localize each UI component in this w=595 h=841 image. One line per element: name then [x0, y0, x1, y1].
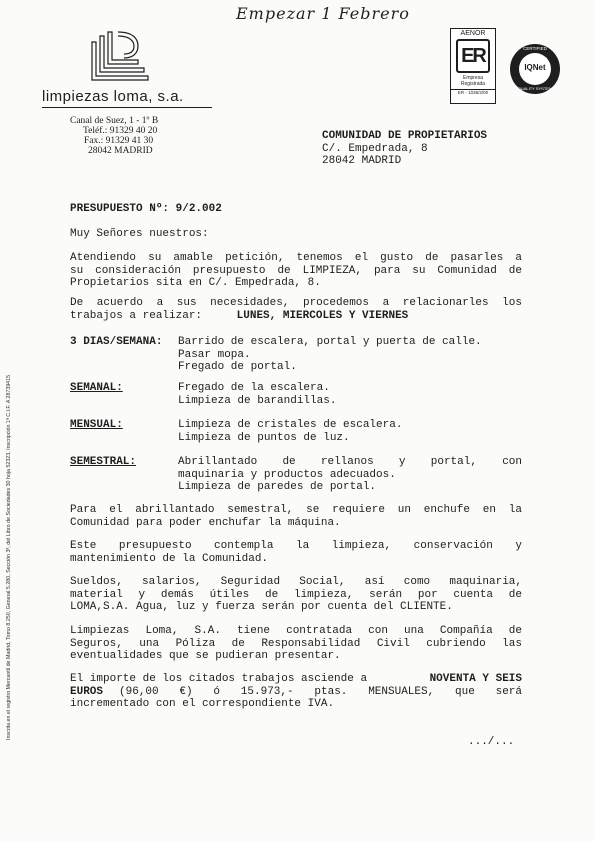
importe-line-2 — [70, 686, 522, 699]
importe-amount-words: NOVENTA Y SEIS — [429, 673, 522, 685]
needs-days: LUNES, MIERCOLES Y VIERNES — [236, 309, 409, 322]
importe-line-1 — [70, 673, 522, 686]
address-phone: Teléf.: 91329 40 20 — [83, 126, 158, 136]
quality-system-label: QUALITY SYSTEM — [517, 86, 553, 91]
abrillantado-line-1: Para el abrillantado semestral, se requiere un enchufe en la — [70, 504, 522, 516]
needs-line-2-prefix: trabajos a realizar: — [70, 309, 203, 322]
contempla-line-2: mantenimiento de la Comunidad. — [70, 552, 269, 565]
task: Fregado de portal. — [178, 361, 297, 373]
service-tasks-semestral — [178, 456, 522, 494]
iqnet-label: IQNet — [524, 63, 546, 72]
service-label-3dias: 3 DIAS/SEMANA: — [70, 336, 163, 348]
task: Barrido de escalera, portal y puerta de calle. — [178, 336, 482, 348]
abrillantado-line-2: Comunidad para poder enchufar la máquina. — [70, 516, 341, 529]
task: Limpieza de cristales de escalera. — [178, 419, 403, 431]
paragraph-intro — [70, 252, 522, 290]
er-mark — [456, 39, 490, 73]
er-icon: ER — [461, 45, 485, 67]
aenor-badge — [450, 28, 496, 104]
company-address — [70, 116, 158, 156]
task: Limpieza de barandillas. — [178, 394, 337, 407]
service-label-mensual: MENSUAL: — [70, 419, 123, 431]
seguro-line-2: Seguros, una Póliza de Responsabilidad Civil cubriendo las — [70, 637, 522, 650]
importe-line-3: incrementado con el correspondiente IVA. — [70, 698, 335, 710]
budget-reference: PRESUPUESTO Nº: 9/2.002 — [70, 203, 222, 215]
service-tasks-semanal — [178, 382, 336, 407]
importe-euros: EUROS — [70, 685, 104, 698]
sueldos-line-2: material y demás útiles de limpieza, serán por cuenta de — [70, 588, 522, 601]
paragraph-contempla — [70, 540, 522, 565]
needs-line-2 — [70, 310, 522, 323]
task: Fregado de la escalera. — [178, 382, 330, 394]
recipient-name: COMUNIDAD DE PROPIETARIOS — [322, 130, 488, 142]
company-name-underline — [42, 107, 212, 108]
paragraph-needs — [70, 297, 522, 322]
service-tasks-mensual — [178, 419, 402, 444]
task: Abrillantado de rellanos y portal, con — [178, 456, 522, 468]
task: Limpieza de puntos de luz. — [178, 431, 350, 444]
importe-line-2-rest: (96,00 €) ó 15.973,- ptas. MENSUALES, que será — [119, 685, 522, 698]
company-logo — [88, 30, 152, 88]
registrada-label: Registrada — [460, 81, 486, 87]
contempla-line-1: Este presupuesto contempla la limpieza, conservación y — [70, 540, 522, 552]
address-fax: Fax.: 91329 41 30 — [84, 136, 154, 146]
service-label-semanal: SEMANAL: — [70, 382, 123, 394]
paragraph-importe — [70, 673, 522, 711]
certified-label: CERTIFIED — [523, 46, 547, 51]
aenor-label: AENOR — [460, 30, 486, 37]
intro-line-2: su consideración presupuesto de LIMPIEZA, para su Comunidad de — [70, 264, 522, 277]
recipient-street: C/. Empedrada, 8 — [322, 142, 428, 155]
task: maquinaria y productos adecuados. — [178, 468, 396, 481]
recipient-city: 28042 MADRID — [322, 155, 402, 167]
task: Pasar mopa. — [178, 348, 251, 361]
needs-line-1: De acuerdo a sus necesidades, procedemos a relacionarles los — [70, 297, 522, 309]
paragraph-sueldos — [70, 576, 522, 614]
continuation-mark: .../... — [468, 736, 515, 748]
greeting: Muy Señores nuestros: — [70, 228, 209, 240]
service-tasks-3dias — [178, 336, 482, 374]
handwritten-note: Empezar 1 Febrero — [236, 4, 410, 23]
intro-line-1: Atendiendo su amable petición, tenemos el gusto de pasarles a — [70, 252, 522, 264]
sueldos-line-3: LOMA,S.A. Agua, luz y fuerza serán por cuenta del CLIENTE. — [70, 601, 453, 613]
company-name: limpiezas loma, s.a. — [42, 88, 184, 105]
paragraph-seguro — [70, 625, 522, 663]
importe-line-1-prefix: El importe de los citados trabajos asciende a — [70, 673, 368, 685]
sueldos-line-1: Sueldos, salarios, Seguridad Social, así como maquinaria, — [70, 576, 522, 588]
intro-line-3: Propietarios sita en C/. Empedrada, 8. — [70, 277, 321, 289]
registry-note: Inscrita en el registro Mercantil de Madrid, Tomo 8.250, General 5.280, Sección 3ª, del Libro de Sociedades 30 hoja 52323, Inscripción 1ª C.I.F. A 28739415 — [6, 374, 12, 740]
seguro-line-3: eventualidades que se pudieran presentar. — [70, 650, 341, 662]
address-city: 28042 MADRID — [88, 146, 153, 156]
seguro-line-1: Limpiezas Loma, S.A. tiene contratada con una Compañía de — [70, 625, 522, 637]
iqnet-seal — [510, 44, 560, 94]
task: Limpieza de paredes de portal. — [178, 481, 377, 493]
paragraph-abrillantado — [70, 504, 522, 529]
address-street: Canal de Suez, 1 - 1º B — [70, 116, 159, 126]
recipient-block — [322, 130, 487, 168]
registry-code: ER - 1036/2/00 — [451, 89, 495, 95]
empresa-label: Empresa — [462, 75, 483, 81]
service-label-semestral: SEMESTRAL: — [70, 456, 137, 468]
